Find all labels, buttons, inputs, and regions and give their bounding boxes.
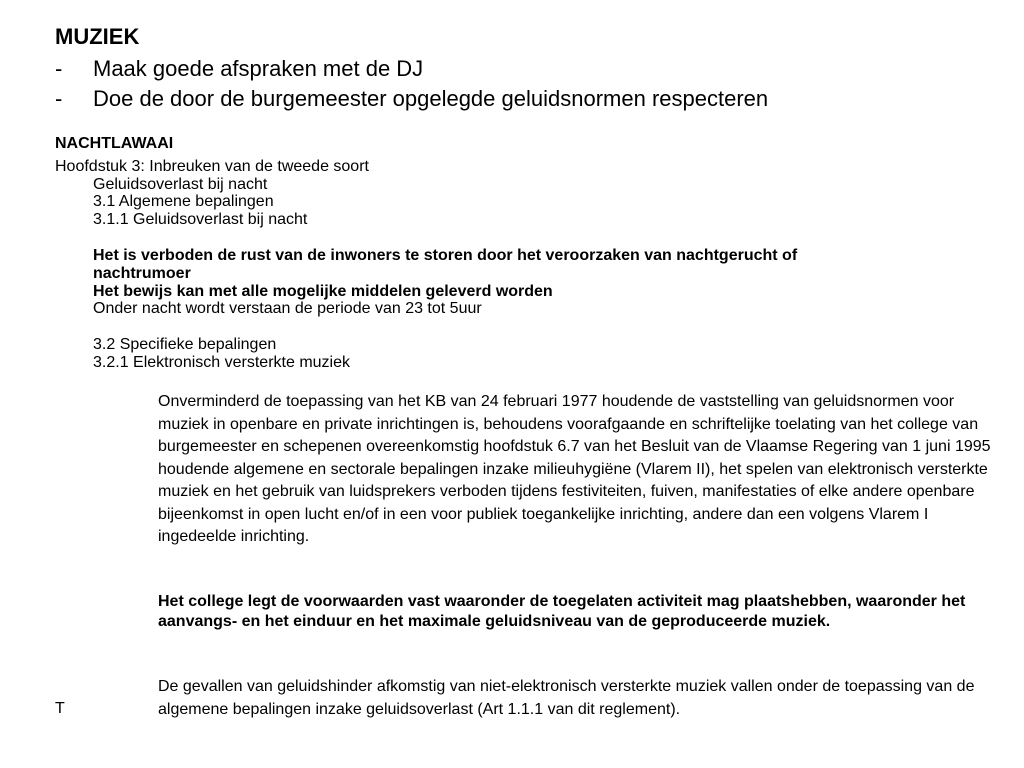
rule-proof: Het bewijs kan met alle mogelijke middelen geleverd worden: [93, 283, 553, 300]
rule-forbidden-line1: Het is verboden de rust van de inwoners te storen door het veroorzaken van nachtgerucht of: [93, 247, 798, 264]
bullet-text: Maak goede afspraken met de DJ: [93, 56, 424, 81]
bullet-item-noise-norms: [55, 84, 768, 114]
chapter-heading: Hoofdstuk 3: Inbreuken van de tweede soort: [55, 158, 369, 175]
stray-letter: T: [55, 700, 65, 717]
article-night-noise: 3.1.1 Geluidsoverlast bij nacht: [93, 211, 308, 228]
rule-forbidden-line2: nachtrumoer: [93, 265, 191, 282]
bullet-item-dj: [55, 54, 423, 84]
subheading-specific-rules: 3.2 Specifieke bepalingen: [93, 336, 277, 353]
section-heading: NACHTLAWAAI: [55, 135, 174, 152]
night-definition: Onder nacht wordt verstaan de periode van 23 tot 5uur: [93, 300, 482, 317]
bullet-marker: -: [55, 86, 63, 111]
paragraph-non-electronic: De gevallen van geluidshinder afkomstig van niet-elektronisch versterkte muziek vallen onder de toepassing van de algemene bepalingen inzake geluidsoverlast (Art 1.1.1 van dit reglement).: [158, 678, 975, 718]
subheading-general-rules: 3.1 Algemene bepalingen: [93, 193, 274, 210]
paragraph-college: Het college legt de voorwaarden vast waaronder de toegelaten activiteit mag plaatshebben, waaronder het aanvangs- en het einduur en het maximale geluidsniveau van de geproduceerde muziek.: [158, 593, 966, 630]
bullet-marker: -: [55, 56, 63, 81]
article-electronic-music: 3.2.1 Elektronisch versterkte muziek: [93, 354, 350, 371]
subheading-night-noise: Geluidsoverlast bij nacht: [93, 176, 268, 193]
page-title: MUZIEK: [55, 24, 140, 49]
paragraph-notwithstanding: Onverminderd de toepassing van het KB van 24 februari 1977 houdende de vaststelling van geluidsnormen voor muziek in openbare en private inrichtingen is, behoudens voorafgaande en schriftelijke toelating van het college van burgemeester en schepenen overeenkomstig hoofdstuk 6.7 van het Besluit van de Vlaamse Regering van 1 juni 1995 houdende algemene en sectorale bepalingen inzake milieuhygiëne (Vlarem II), het spelen van elektronisch versterkte muziek en het gebruik van luidsprekers verboden tijdens festiviteiten, fuiven, manifestaties of elke andere openbare bijeenkomst in open lucht en/of in een voor publiek toegankelijke inrichting, andere dan een volgens Vlarem I ingedeelde inrichting.: [158, 393, 991, 545]
bullet-text: Doe de door de burgemeester opgelegde geluidsnormen respecteren: [93, 86, 769, 111]
